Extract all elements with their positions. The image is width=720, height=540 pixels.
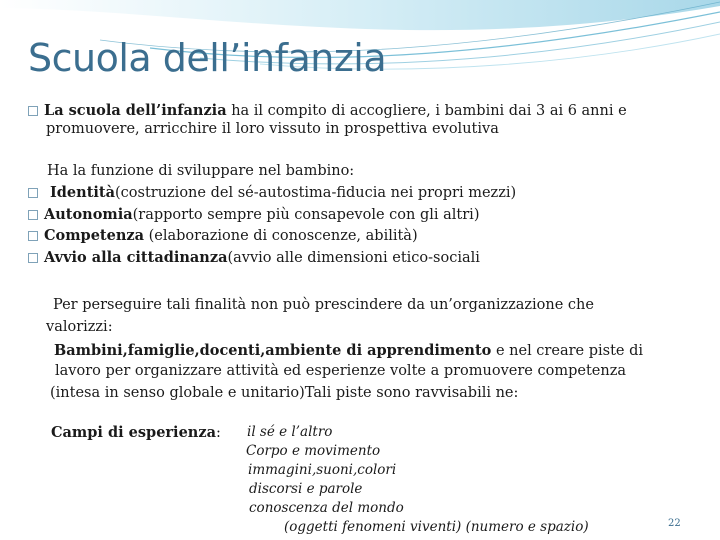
function-desc: (avvio alle dimensioni etico-sociali <box>227 250 480 266</box>
function-item <box>28 183 516 203</box>
function-item <box>28 226 418 246</box>
bullet-icon <box>28 106 38 116</box>
intro-bold: La scuola dell’infanzia <box>44 102 227 119</box>
bullet-icon <box>28 231 38 241</box>
function-item <box>28 248 480 268</box>
function-desc: (rapporto sempre più consapevole con gli altri) <box>132 207 480 223</box>
campo-item: discorsi e parole <box>249 481 363 497</box>
organization-rest: e nel creare piste di <box>491 343 644 359</box>
function-name: Identità <box>50 184 115 201</box>
page-number: 22 <box>668 518 681 529</box>
campo-item: (oggetti fenomeni viventi) (numero e spazio) <box>284 519 589 535</box>
function-name: Autonomia <box>44 206 133 223</box>
intro-line-2: promuovere, arricchire il loro vissuto in prospettiva evolutiva <box>46 121 499 137</box>
campo-item: il sé e l’altro <box>247 424 333 440</box>
organization-bold: Bambini,famiglie,docenti,ambiente di apprendimento <box>54 342 492 359</box>
function-desc: (costruzione del sé-autostima-fiducia nei propri mezzi) <box>115 185 517 201</box>
bullet-icon <box>28 210 38 220</box>
organization-line-3 <box>54 341 643 361</box>
functions-lead: Ha la funzione di sviluppare nel bambino: <box>47 163 355 179</box>
campo-item: immagini,suoni,colori <box>248 462 397 478</box>
organization-line-4: lavoro per organizzare attività ed esperienze volte a promuovere competenza <box>55 363 626 379</box>
function-name: Competenza <box>44 227 145 244</box>
intro-line-1 <box>28 101 627 121</box>
function-item <box>28 205 479 225</box>
organization-line-5: (intesa in senso globale e unitario)Tali piste sono ravvisabili ne: <box>50 385 519 401</box>
function-desc: (elaborazione di conoscenze, abilità) <box>144 228 418 244</box>
intro-rest-1: ha il compito di accogliere, i bambini dai 3 ai 6 anni e <box>226 103 627 119</box>
campo-item: conoscenza del mondo <box>249 500 404 516</box>
campo-item: Corpo e movimento <box>246 443 381 459</box>
campi-label-text: Campi di esperienza <box>51 424 216 441</box>
campi-label <box>51 423 221 443</box>
organization-line-1: Per perseguire tali finalità non può prescindere da un’organizzazione che <box>53 297 594 313</box>
campi-colon: : <box>215 425 221 441</box>
slide-title: Scuola dell’infanzia <box>28 36 387 80</box>
bullet-icon <box>28 188 38 198</box>
organization-line-2: valorizzi: <box>46 319 113 335</box>
bullet-icon <box>28 253 38 263</box>
function-name: Avvio alla cittadinanza <box>44 249 228 266</box>
